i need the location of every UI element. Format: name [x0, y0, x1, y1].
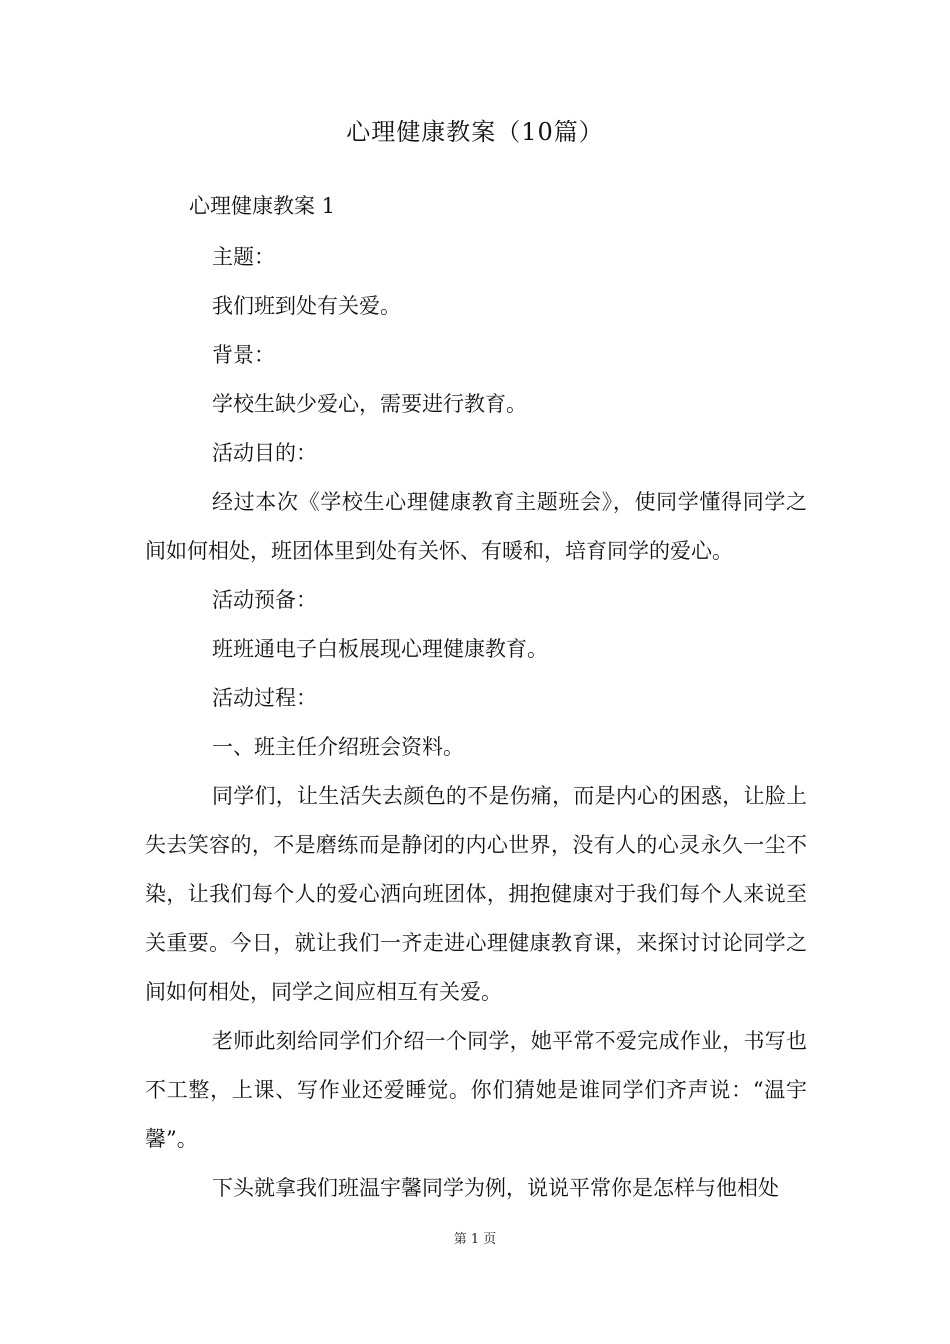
paragraph: 我们班到处有关爱。 — [212, 294, 401, 318]
document-title: 心理健康教案（10篇） — [346, 118, 604, 146]
document-body — [145, 182, 807, 1213]
section-heading: 心理健康教案 1 — [189, 194, 336, 218]
paragraph: 下头就拿我们班温宇馨同学为例，说说平常你是怎样与他相处 — [212, 1176, 779, 1200]
page-number: 第 1 页 — [453, 1232, 497, 1247]
paragraph: 老师此刻给同学们介绍一个同学，她平常不爱完成作业，书写也不工整，上课、写作业还爱睡觉。你们猜她是谁同学们齐声说：“温宇馨”。 — [145, 1029, 807, 1151]
paragraph: 学校生缺少爱心，需要进行教育。 — [212, 392, 527, 416]
paragraph: 活动目的： — [212, 441, 317, 465]
paragraph: 主题： — [212, 245, 275, 269]
paragraph: 班班通电子白板展现心理健康教育。 — [212, 637, 548, 661]
paragraph: 经过本次《学校生心理健康教育主题班会》，使同学懂得同学之间如何相处，班团体里到处有关怀、有暖和，培育同学的爱心。 — [145, 490, 807, 563]
paragraph: 同学们，让生活失去颜色的不是伤痛，而是内心的困惑，让脸上失去笑容的，不是磨练而是静闭的内心世界，没有人的心灵永久一尘不染，让我们每个人的爱心洒向班团体，拥抱健康对于我们每个人来说至关重要。今日，就让我们一齐走进心理健康教育课，来探讨讨论同学之间如何相处，同学之间应相互有关爱。 — [145, 784, 807, 1004]
paragraph: 活动过程： — [212, 686, 317, 710]
paragraph: 背景： — [212, 343, 275, 367]
paragraph: 一、班主任介绍班会资料。 — [212, 735, 464, 759]
paragraph: 活动预备： — [212, 588, 317, 612]
